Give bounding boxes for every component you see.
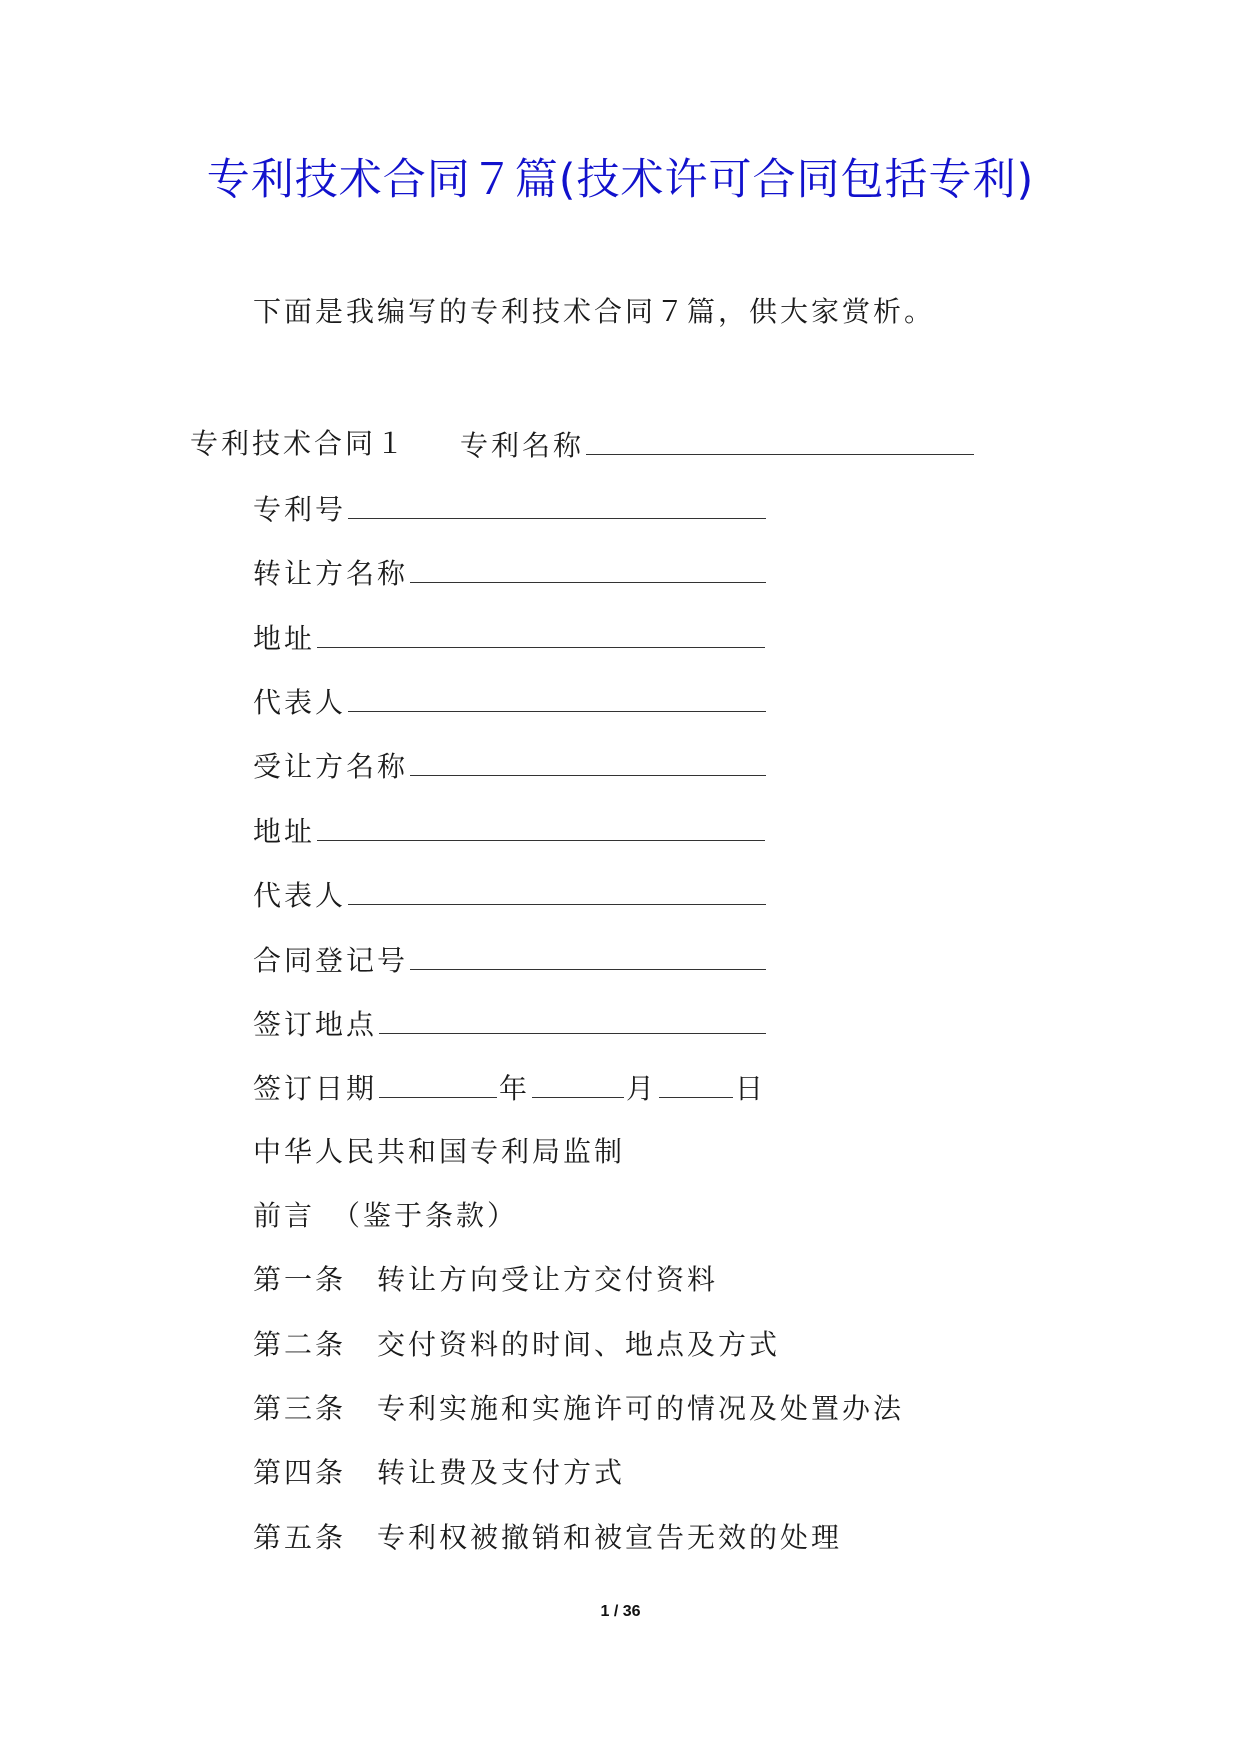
assignee-address-blank [317,810,765,841]
document-title: 专利技术合同７篇(技术许可合同包括专利) [206,155,1035,205]
article-2: 第二条 交付资料的时间、地点及方式 [253,1328,781,1361]
assignor-rep-row [253,681,768,723]
assignee-address-row [253,810,767,852]
supervisor-line: 中华人民共和国专利局监制 [253,1135,626,1168]
assignor-name-row [253,552,768,594]
assignor-name-blank [410,552,766,583]
assignor-address-blank [317,617,765,648]
registration-no-blank [410,939,766,970]
assignee-name-label: 受让方名称 [253,750,409,783]
year-label: 年 [499,1072,531,1105]
assignor-rep-blank [348,681,766,712]
signing-place-blank [379,1003,766,1034]
month-label: 月 [626,1072,658,1105]
article-3: 第三条 专利实施和实施许可的情况及处置办法 [253,1392,905,1425]
article-4: 第四条 转让费及支付方式 [253,1456,626,1489]
patent-name-label: 专利名称 [460,429,585,462]
assignor-name-label: 转让方名称 [253,557,409,590]
assignee-name-blank [410,745,766,776]
assignee-rep-blank [348,874,766,905]
contract-heading: 专利技术合同１ [190,427,408,460]
assignee-rep-label: 代表人 [253,879,347,912]
assignor-rep-label: 代表人 [253,686,347,719]
year-blank [379,1067,497,1098]
assignee-address-label: 地址 [253,815,316,848]
day-label: 日 [735,1072,767,1105]
patent-name-row [460,424,976,466]
patent-name-blank [586,424,974,455]
intro-paragraph: 下面是我编写的专利技术合同７篇，供大家赏析。 [253,295,936,328]
signing-date-label: 签订日期 [253,1072,378,1105]
article-5: 第五条 专利权被撤销和被宣告无效的处理 [253,1521,843,1554]
contract-heading-row [190,424,407,464]
preface-line: 前言 （鉴于条款） [253,1199,519,1232]
patent-no-blank [348,488,766,519]
assignee-rep-row [253,874,768,916]
patent-no-row [253,488,768,530]
registration-no-row [253,939,768,981]
month-blank [532,1067,624,1098]
page-indicator: 1 / 36 [600,1603,641,1620]
assignee-name-row [253,745,768,787]
registration-no-label: 合同登记号 [253,944,409,977]
assignor-address-row [253,617,767,659]
assignor-address-label: 地址 [253,622,316,655]
signing-place-label: 签订地点 [253,1008,378,1041]
day-blank [659,1067,733,1098]
signing-place-row [253,1003,768,1045]
article-1: 第一条 转让方向受让方交付资料 [253,1263,719,1296]
patent-no-label: 专利号 [253,493,347,526]
signing-date-row [253,1067,766,1109]
